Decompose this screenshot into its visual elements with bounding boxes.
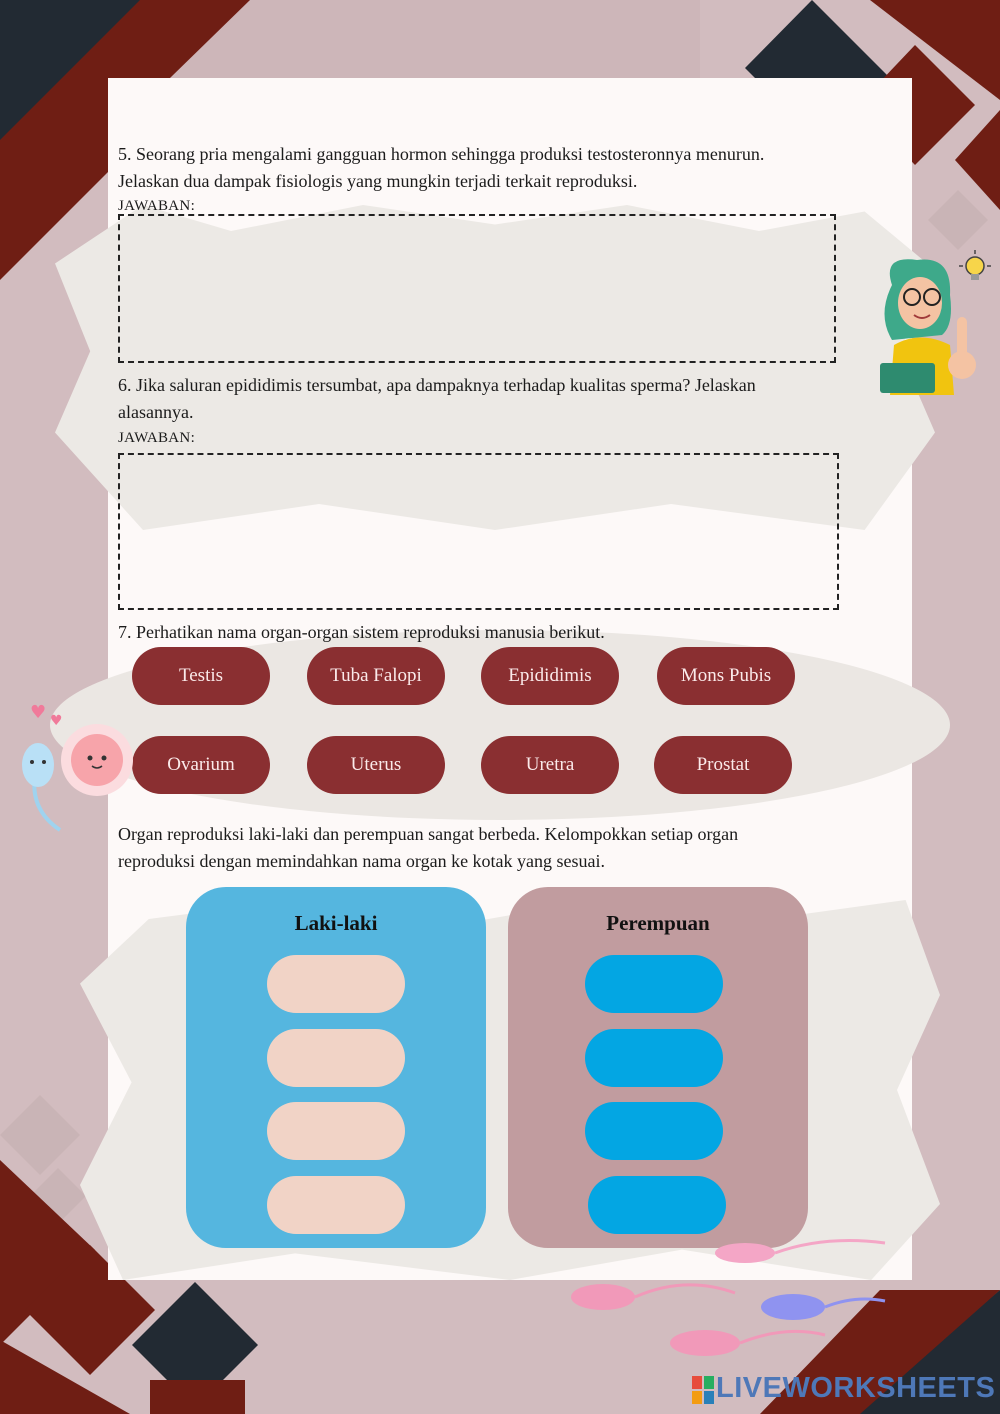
lightbulb-icon [955,248,995,288]
question-7-number: 7. [118,622,132,642]
female-drop-slot[interactable] [588,1176,726,1234]
organ-chip-uterus[interactable]: Uterus [307,736,445,794]
organ-chip-epididimis[interactable]: Epididimis [481,647,619,705]
organ-chip-mons-pubis[interactable]: Mons Pubis [657,647,795,705]
egg-cell-mascot-icon [60,723,135,798]
svg-text:♥: ♥ [50,713,63,729]
answer-box-5[interactable] [118,214,836,363]
organ-chip-tuba-falopi[interactable]: Tuba Falopi [307,647,445,705]
question-6 [118,372,848,426]
question-7 [118,619,605,646]
answer-label-6: JAWABAN: [118,430,196,446]
answer-field-6[interactable] [120,455,837,608]
female-drop-slot[interactable] [585,955,723,1013]
grouping-instruction [118,821,858,875]
female-group-title: Perempuan [606,911,710,935]
organ-chip-uretra[interactable]: Uretra [481,736,619,794]
female-drop-slot[interactable] [585,1029,723,1087]
branding-logo-text: LIVEWORKSHEETS [716,1372,996,1404]
organ-chip-prostat[interactable]: Prostat [654,736,792,794]
question-6-line2: alasannya. [118,402,194,422]
sperm-decoration-icon [565,1235,895,1375]
male-group-title: Laki-laki [294,911,378,935]
answer-field-5[interactable] [120,216,834,361]
male-drop-slot[interactable] [267,955,405,1013]
male-drop-slot[interactable] [267,1029,405,1087]
grouping-instruction-line2: reproduksi dengan memindahkan nama organ ke kotak yang sesuai. [118,851,606,871]
answer-box-6[interactable] [118,453,839,610]
answer-label-5: JAWABAN: [118,198,196,214]
question-6-line1: 6. Jika saluran epididimis tersumbat, apa dampaknya terhadap kualitas sperma? Jelaskan [118,375,756,395]
svg-text:♥: ♥ [30,702,47,723]
grouping-instruction-line1: Organ reproduksi laki-laki dan perempuan sangat berbeda. Kelompokkan setiap organ [118,824,739,844]
organ-chip-testis[interactable]: Testis [132,647,270,705]
male-drop-slot[interactable] [267,1176,405,1234]
female-drop-slot[interactable] [585,1102,723,1160]
male-drop-slot[interactable] [267,1102,405,1160]
question-5 [118,141,888,195]
question-5-line1: 5. Seorang pria mengalami gangguan hormon sehingga produksi testosteronnya menurun. [118,144,765,164]
question-5-line2: Jelaskan dua dampak fisiologis yang mungkin terjadi terkait reproduksi. [118,171,638,191]
liveworksheets-logo-icon [692,1376,714,1404]
organ-chip-ovarium[interactable]: Ovarium [132,736,270,794]
question-7-prompt: Perhatikan nama organ-organ sistem reproduksi manusia berikut. [136,622,605,642]
